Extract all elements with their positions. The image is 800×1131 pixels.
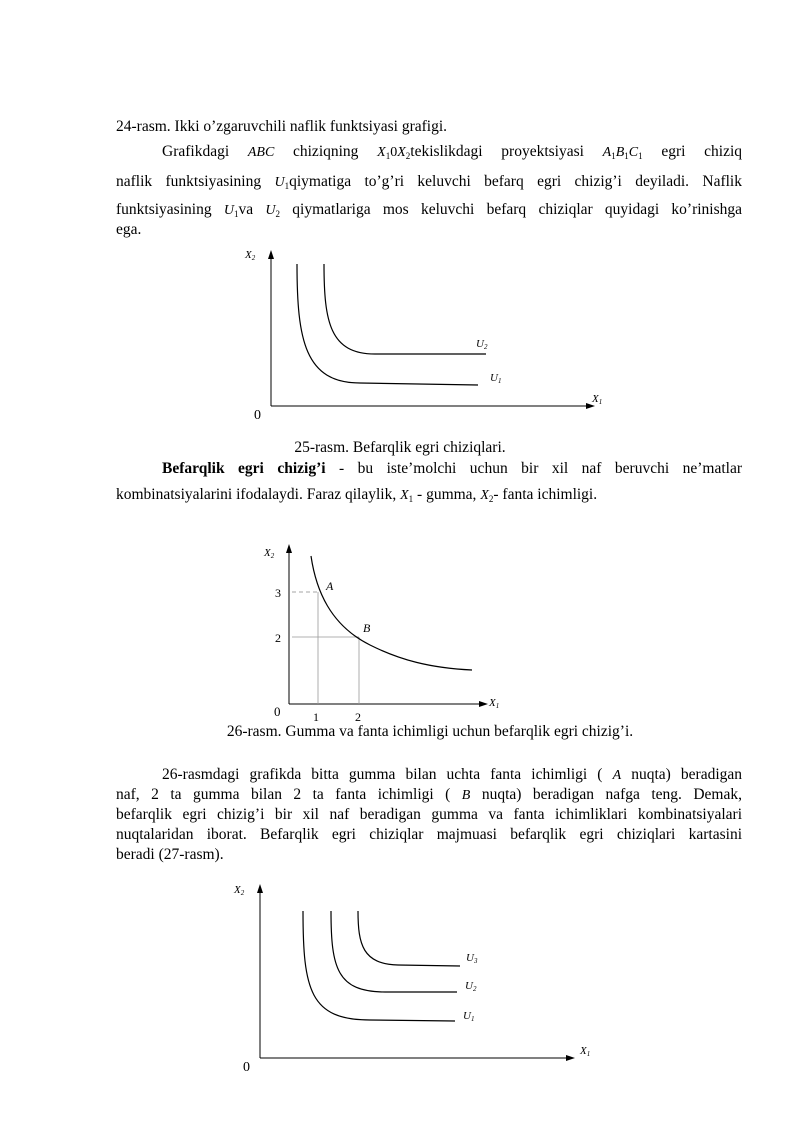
text: chiziqning bbox=[293, 143, 359, 160]
origin-label: 0 bbox=[254, 408, 261, 423]
indifference-curve-u2 bbox=[331, 911, 457, 992]
u2-symbol: $U_2$ bbox=[265, 203, 281, 219]
figure-26-caption: 26-rasm. Gumma va fanta ichimligi uchun befarqlik egri chizig’i. bbox=[226, 723, 634, 740]
curve-label-u2: U2 bbox=[476, 338, 488, 351]
text: nuqta) beradigan bbox=[631, 766, 743, 783]
text: naf, 2 ta gumma bilan 2 ta fanta ichimligi ( bbox=[116, 786, 451, 803]
x1-0-x2-symbol: $X_10X_2$ bbox=[377, 145, 411, 161]
text: nuqta) beradigan nafga teng. Demak, bbox=[481, 786, 742, 803]
x-axis-label: X1 bbox=[592, 393, 603, 406]
x-axis-arrow-icon bbox=[566, 1055, 575, 1061]
paragraph-3-line-5: beradi (27-rasm). bbox=[116, 846, 224, 863]
text: va bbox=[238, 201, 254, 218]
figure-24-caption: 24-rasm. Ikki o’zgaruvchili naflik funktsiyasi grafigi. bbox=[116, 118, 448, 135]
text: kombinatsiyalarini ifodalaydi. Faraz qilaylik, bbox=[116, 486, 397, 503]
text: 26-rasmdagi grafikda bitta gumma bilan uchta fanta ichimligi ( bbox=[162, 766, 603, 783]
x-axis-label: X1 bbox=[489, 697, 500, 710]
text: funktsiyasining bbox=[116, 201, 212, 218]
curve-label-u2: U2 bbox=[465, 980, 477, 993]
point-a-label: A bbox=[326, 579, 334, 593]
y-axis-label: X2 bbox=[245, 249, 256, 262]
a1b1c1-symbol: $A_1B_1C_1$ bbox=[602, 145, 643, 161]
text: Grafikdagi bbox=[162, 143, 230, 160]
indifference-curve-u3 bbox=[358, 911, 460, 966]
origin-label: 0 bbox=[274, 704, 281, 719]
y-axis-arrow-icon bbox=[257, 884, 263, 893]
text: naflik funktsiyasining bbox=[116, 173, 262, 190]
point-b-symbol: B bbox=[461, 788, 471, 803]
abc-symbol: ABC bbox=[247, 145, 275, 160]
x-tick-1: 1 bbox=[313, 710, 319, 724]
text: tekislikdagi proyektsiyasi bbox=[410, 143, 584, 160]
u1-symbol: $U_1$ bbox=[223, 203, 239, 219]
text: qiymatlariga mos keluvchi befarq chiziqlar quyidagi ko’rinishga bbox=[292, 201, 743, 218]
term-bold: Befarqlik egri chizig’i bbox=[162, 460, 326, 477]
paragraph-3-line-4: nuqtalaridan iborat. Befarqlik egri chiziqlar majmuasi befarqlik egri chiziqlari kartasini bbox=[116, 826, 742, 843]
x1-symbol: $X_1$ bbox=[400, 488, 414, 504]
x2-symbol: $X_2$ bbox=[480, 488, 494, 504]
origin-label: 0 bbox=[243, 1060, 250, 1075]
y-axis-label: X2 bbox=[234, 884, 245, 897]
point-a-symbol: A bbox=[612, 768, 622, 783]
y-axis-label: X2 bbox=[264, 547, 275, 560]
curve-label-u1: U1 bbox=[490, 372, 502, 385]
y-tick-3: 3 bbox=[275, 586, 281, 600]
curve-label-u3: U3 bbox=[466, 952, 478, 965]
paragraph-3-line-3: befarqlik egri chizig’i bir xil naf beradigan gumma va fanta ichimliklari kombinatsiyalari bbox=[116, 806, 742, 823]
y-tick-2: 2 bbox=[275, 631, 281, 645]
point-b-label: B bbox=[363, 621, 371, 635]
text: - gumma, bbox=[417, 486, 477, 503]
paragraph-1-line-4: ega. bbox=[116, 221, 142, 238]
text: egri chiziq bbox=[661, 143, 742, 160]
curve-label-u1: U1 bbox=[463, 1010, 475, 1023]
x-axis-label: X1 bbox=[580, 1045, 591, 1058]
text: - bu iste’molchi uchun bir xil naf beruvchi ne’matlar bbox=[339, 460, 742, 477]
x-tick-2: 2 bbox=[355, 710, 361, 724]
text: - fanta ichimligi. bbox=[493, 486, 598, 503]
u1-symbol: $U_1$ bbox=[274, 175, 290, 191]
text: qiymatiga to’g’ri keluvchi befarq egri chizig’i deyiladi. Naflik bbox=[289, 173, 742, 190]
figure-25-caption: 25-rasm. Befarqlik egri chiziqlari. bbox=[294, 439, 506, 456]
